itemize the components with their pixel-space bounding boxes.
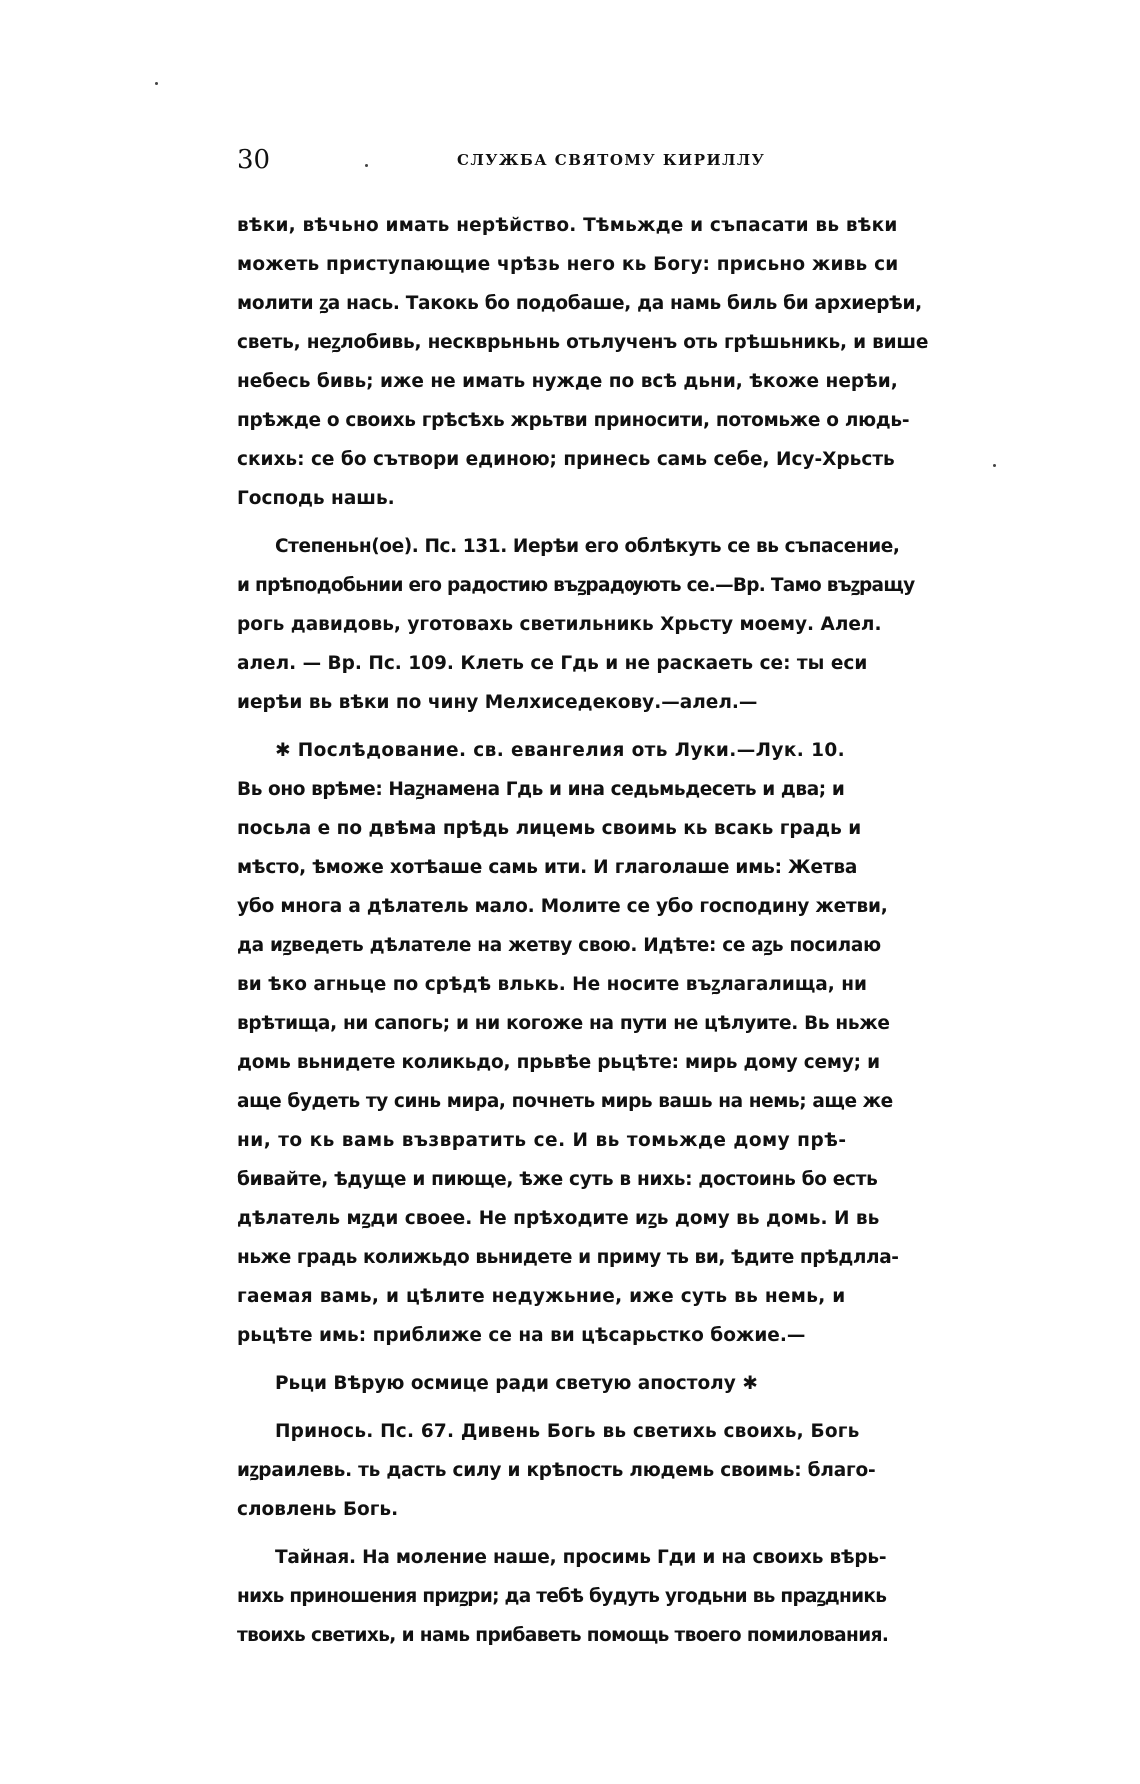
text-line: вѣки, вѣчьно имать нерѣйство. Тѣмьжде и съпасати вь вѣки [237, 215, 898, 236]
page-number: 30 [237, 145, 271, 175]
text-line: домь вьнидете коликьдо, прьвѣе рьцѣте: мирь дому сему; и [237, 1052, 880, 1073]
text-line: словлень Богь. [237, 1499, 399, 1520]
scan-speck [993, 464, 996, 467]
text-line: посьла е по двѣма прѣдь лицемь своимь кь всакь градь и [237, 818, 862, 839]
text-line: убо многа а дѣлатель мало. Молите се убо господину жетви, [237, 896, 888, 917]
text-line: небесь бивь; иже не имать нужде по всѣ дьни, ѣкоже нерѣи, [237, 371, 898, 392]
text-line: бивайте, ѣдуще и пиюще, ѣже суть в нихь: достоинь бо есть [237, 1169, 878, 1190]
text-line: скихь: се бо сътвори единою; принесь самь себе, Ису-Хрьсть [237, 449, 895, 470]
text-line: молити ꙁа нась. Такокь бо подобаше, да намь биль би архиерѣи, [237, 293, 922, 314]
body-text [237, 206, 993, 1655]
text-line: врѣтища, ни сапогь; и ни когоже на пути не цѣлуите. Вь ньже [237, 1013, 890, 1034]
text-line: аще будеть ту синь мира, почнеть мирь вашь на немь; аще же [237, 1091, 893, 1112]
text-line: Принось. Пс. 67. Дивень Богь вь светихь своихь, Богь [275, 1421, 860, 1442]
text-line: рьцѣте имь: приближе се на ви цѣсарьстко божие.— [237, 1325, 806, 1346]
text-line: иꙁраилевь. ть дасть силу и крѣпость людемь своимь: благо- [237, 1460, 876, 1481]
text-line: да иꙁведеть дѣлателе на жетву свою. Идѣте: се аꙁь посилаю [237, 935, 881, 956]
text-line: ни, то кь вамь възвратить се. И вь томьжде дому прѣ- [237, 1130, 847, 1151]
text-line: светь, неꙁлобивь, нескврьньнь отьлученъ оть грѣшьникь, и више [237, 332, 929, 353]
running-head: СЛУЖБА СВЯТОМУ КИРИЛЛУ [457, 151, 766, 169]
text-line: рогь давидовь, уготовахь светильникь Хрьсту моему. Алел. [237, 614, 882, 635]
text-line: прѣжде о своихь грѣсѣхь жрьтви приносити, потомьже о людь- [237, 410, 910, 431]
text-line: твоихь светихь, и намь прибаветь помощь твоего помилования. [237, 1625, 889, 1646]
text-line: ньже градь колижьдо вьнидете и приму ть ви, ѣдите прѣдлла- [237, 1247, 899, 1268]
scan-speck [155, 82, 158, 85]
text-line: Вь оно врѣме: Наꙁнамена Гдь и ина седьмьдесеть и два; и [237, 779, 845, 800]
text-line: Тайная. На моление наше, просимь Гди и на своихь вѣрь- [275, 1547, 887, 1568]
text-line: и прѣподобьнии его радостию въꙁрадѹють се.—Вр. Тамо въꙁращу [237, 575, 915, 596]
text-line: Степеньн(ое). Пс. 131. Иерѣи его облѣкуть се вь съпасение, [275, 536, 900, 557]
text-line: нихь приношения приꙁри; да тебѣ будуть угодьни вь праꙁдникь [237, 1586, 887, 1607]
text-line: гаемая вамь, и цѣлите недужьние, иже суть вь немь, и [237, 1286, 846, 1307]
text-line: ви ѣко агньце по срѣдѣ влькь. Не носите въꙁлагалища, ни [237, 974, 867, 995]
text-line: дѣлатель мꙁди своее. Не прѣходите иꙁь дому вь домь. И вь [237, 1208, 880, 1229]
text-line: Господь нашь. [237, 488, 395, 509]
text-line: иерѣи вь вѣки по чину Мелхиседекову.—алел.— [237, 692, 758, 713]
text-line: Рьци Вѣрую осмице ради светую апостолу ✱ [275, 1373, 758, 1394]
text-line: алел. — Вр. Пс. 109. Клеть се Гдь и не раскаеть се: ты еси [237, 653, 868, 674]
text-line: мѣсто, ѣможе хотѣаше самь ити. И глаголаше имь: Жетва [237, 857, 858, 878]
text-line: ✱ Послѣдование. св. евангелия оть Луки.—Лук. 10. [275, 740, 846, 761]
page-header [237, 144, 1007, 184]
text-line: можеть приступающие чрѣзь него кь Богу: присьно живь си [237, 254, 899, 275]
